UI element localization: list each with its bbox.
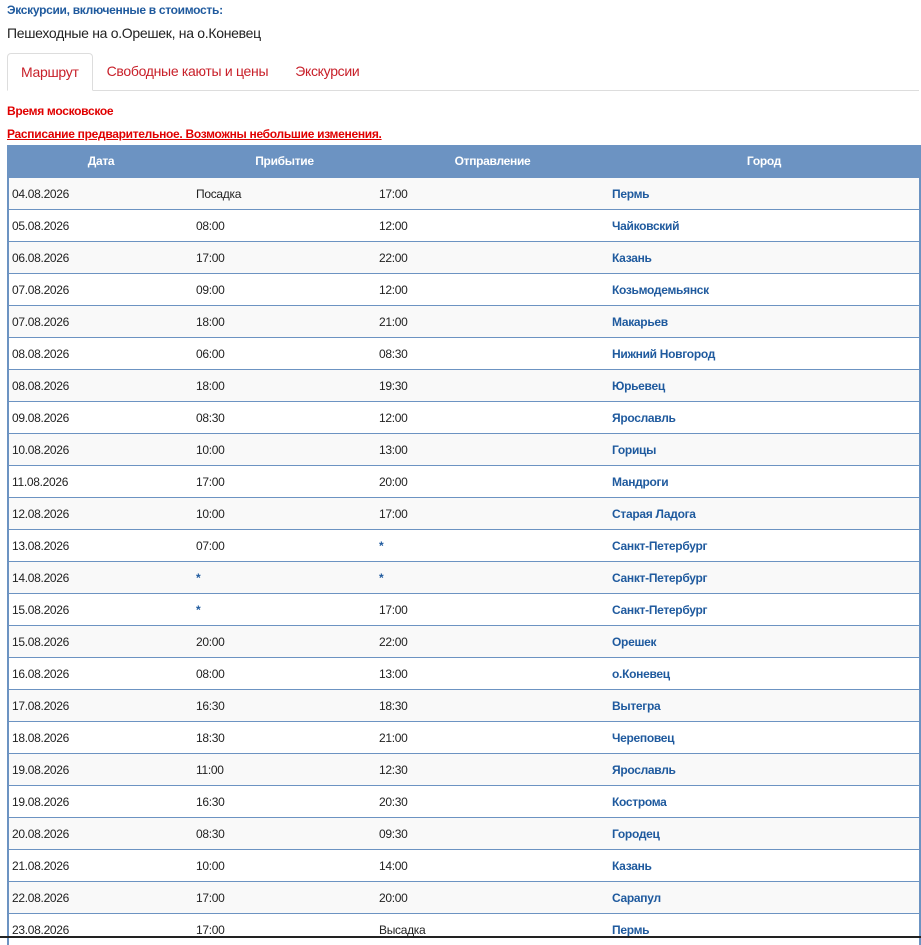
- cell-city[interactable]: Ярославль: [609, 402, 920, 434]
- table-row: [8, 306, 920, 338]
- table-row: [8, 818, 920, 850]
- cell-departure: 22:00: [376, 242, 609, 274]
- route-schedule-table: [7, 145, 921, 945]
- table-row: [8, 498, 920, 530]
- cell-date: 19.08.2026: [8, 786, 193, 818]
- cell-departure: [376, 530, 609, 562]
- cell-departure: Высадка: [376, 914, 609, 945]
- schedule-disclaimer: Расписание предварительное. Возможны небольшие изменения.: [7, 127, 382, 141]
- cell-arrival: 16:30: [193, 690, 376, 722]
- cell-departure: 12:00: [376, 210, 609, 242]
- cell-arrival: Посадка: [193, 178, 376, 210]
- cell-city[interactable]: Горицы: [609, 434, 920, 466]
- cell-date: 19.08.2026: [8, 754, 193, 786]
- cell-arrival: [193, 562, 376, 594]
- table-row: [8, 882, 920, 914]
- cell-departure: 22:00: [376, 626, 609, 658]
- cell-arrival: 09:00: [193, 274, 376, 306]
- cell-arrival: 17:00: [193, 914, 376, 945]
- table-row: [8, 626, 920, 658]
- cell-date: 06.08.2026: [8, 242, 193, 274]
- cell-date: 17.08.2026: [8, 690, 193, 722]
- cell-city[interactable]: Санкт-Петербург: [609, 594, 920, 626]
- cell-departure: 17:00: [376, 498, 609, 530]
- cell-city[interactable]: Санкт-Петербург: [609, 530, 920, 562]
- cell-arrival: 07:00: [193, 530, 376, 562]
- table-row: [8, 786, 920, 818]
- cell-city[interactable]: Козьмодемьянск: [609, 274, 920, 306]
- cell-date: 16.08.2026: [8, 658, 193, 690]
- table-row: [8, 530, 920, 562]
- tab-route[interactable]: Маршрут: [7, 53, 93, 91]
- header-departure: Отправление: [376, 145, 609, 178]
- table-row: [8, 178, 920, 210]
- cell-city[interactable]: Санкт-Петербург: [609, 562, 920, 594]
- cell-date: 15.08.2026: [8, 626, 193, 658]
- cell-departure: 12:30: [376, 754, 609, 786]
- cell-arrival: 16:30: [193, 786, 376, 818]
- header-city: Город: [609, 145, 920, 178]
- cell-city[interactable]: Казань: [609, 242, 920, 274]
- cell-departure: 12:00: [376, 274, 609, 306]
- cell-arrival: 06:00: [193, 338, 376, 370]
- asterisk-marker: *: [379, 539, 383, 553]
- cell-arrival: 18:00: [193, 370, 376, 402]
- cell-arrival: 08:00: [193, 210, 376, 242]
- cell-arrival: 20:00: [193, 626, 376, 658]
- asterisk-marker: *: [379, 571, 383, 585]
- cell-arrival: 18:00: [193, 306, 376, 338]
- cell-city[interactable]: Ярославль: [609, 754, 920, 786]
- cell-date: 20.08.2026: [8, 818, 193, 850]
- cell-departure: 09:30: [376, 818, 609, 850]
- cell-departure: 12:00: [376, 402, 609, 434]
- cell-city[interactable]: Вытегра: [609, 690, 920, 722]
- cell-date: 11.08.2026: [8, 466, 193, 498]
- header-date: Дата: [8, 145, 193, 178]
- cell-departure: 18:30: [376, 690, 609, 722]
- cell-departure: 20:00: [376, 466, 609, 498]
- table-row: [8, 274, 920, 306]
- table-row: [8, 210, 920, 242]
- header-arrival: Прибытие: [193, 145, 376, 178]
- cell-arrival: [193, 594, 376, 626]
- asterisk-marker: *: [196, 571, 200, 585]
- cell-arrival: 11:00: [193, 754, 376, 786]
- cell-departure: 17:00: [376, 594, 609, 626]
- table-row: [8, 562, 920, 594]
- cell-city[interactable]: Старая Ладога: [609, 498, 920, 530]
- cell-date: 22.08.2026: [8, 882, 193, 914]
- cell-date: 18.08.2026: [8, 722, 193, 754]
- cell-departure: 21:00: [376, 306, 609, 338]
- cell-date: 04.08.2026: [8, 178, 193, 210]
- cell-departure: 13:00: [376, 434, 609, 466]
- cell-city[interactable]: Пермь: [609, 178, 920, 210]
- timezone-note: Время московское: [7, 104, 113, 118]
- cell-city[interactable]: Кострома: [609, 786, 920, 818]
- cell-departure: 08:30: [376, 338, 609, 370]
- cell-city[interactable]: Юрьевец: [609, 370, 920, 402]
- table-row: [8, 242, 920, 274]
- tab-bar: [7, 53, 919, 91]
- table-row: [8, 466, 920, 498]
- cell-departure: 20:30: [376, 786, 609, 818]
- table-header-row: [8, 145, 920, 178]
- cell-arrival: 08:30: [193, 818, 376, 850]
- cell-city[interactable]: Сарапул: [609, 882, 920, 914]
- tab-cabins-prices[interactable]: Свободные каюты и цены: [94, 53, 282, 89]
- cell-date: 08.08.2026: [8, 338, 193, 370]
- cell-arrival: 10:00: [193, 434, 376, 466]
- cell-date: 09.08.2026: [8, 402, 193, 434]
- cell-departure: 17:00: [376, 178, 609, 210]
- table-row: [8, 722, 920, 754]
- cell-departure: [376, 562, 609, 594]
- cell-date: 08.08.2026: [8, 370, 193, 402]
- cell-date: 07.08.2026: [8, 306, 193, 338]
- cell-city[interactable]: Макарьев: [609, 306, 920, 338]
- table-row: [8, 594, 920, 626]
- cell-city[interactable]: Чайковский: [609, 210, 920, 242]
- table-row: [8, 754, 920, 786]
- table-row: [8, 914, 920, 945]
- cell-city[interactable]: о.Коневец: [609, 658, 920, 690]
- cell-city[interactable]: Нижний Новгород: [609, 338, 920, 370]
- cell-date: 15.08.2026: [8, 594, 193, 626]
- table-row: [8, 402, 920, 434]
- cell-arrival: 17:00: [193, 466, 376, 498]
- table-row: [8, 434, 920, 466]
- table-row: [8, 850, 920, 882]
- included-excursions-title: Экскурсии, включенные в стоимость:: [7, 3, 223, 17]
- cell-date: 13.08.2026: [8, 530, 193, 562]
- cell-date: 10.08.2026: [8, 434, 193, 466]
- table-row: [8, 658, 920, 690]
- cell-city[interactable]: Пермь: [609, 914, 920, 945]
- cell-arrival: 08:00: [193, 658, 376, 690]
- asterisk-marker: *: [196, 603, 200, 617]
- cell-arrival: 10:00: [193, 850, 376, 882]
- cell-date: 05.08.2026: [8, 210, 193, 242]
- cell-city[interactable]: Казань: [609, 850, 920, 882]
- table-row: [8, 370, 920, 402]
- cell-arrival: 17:00: [193, 242, 376, 274]
- cell-arrival: 17:00: [193, 882, 376, 914]
- cell-city[interactable]: Череповец: [609, 722, 920, 754]
- included-excursions-value: Пешеходные на о.Орешек, на о.Коневец: [7, 25, 261, 41]
- table-row: [8, 690, 920, 722]
- cell-arrival: 18:30: [193, 722, 376, 754]
- cell-date: 14.08.2026: [8, 562, 193, 594]
- cell-date: 21.08.2026: [8, 850, 193, 882]
- cell-date: 23.08.2026: [8, 914, 193, 945]
- cell-arrival: 08:30: [193, 402, 376, 434]
- cell-arrival: 10:00: [193, 498, 376, 530]
- cell-departure: 14:00: [376, 850, 609, 882]
- cell-city[interactable]: Городец: [609, 818, 920, 850]
- cell-departure: 20:00: [376, 882, 609, 914]
- cell-city[interactable]: Орешек: [609, 626, 920, 658]
- tab-excursions[interactable]: Экскурсии: [282, 53, 372, 89]
- cell-departure: 13:00: [376, 658, 609, 690]
- cell-departure: 21:00: [376, 722, 609, 754]
- cell-city[interactable]: Мандроги: [609, 466, 920, 498]
- cell-date: 07.08.2026: [8, 274, 193, 306]
- cell-departure: 19:30: [376, 370, 609, 402]
- table-row: [8, 338, 920, 370]
- cell-date: 12.08.2026: [8, 498, 193, 530]
